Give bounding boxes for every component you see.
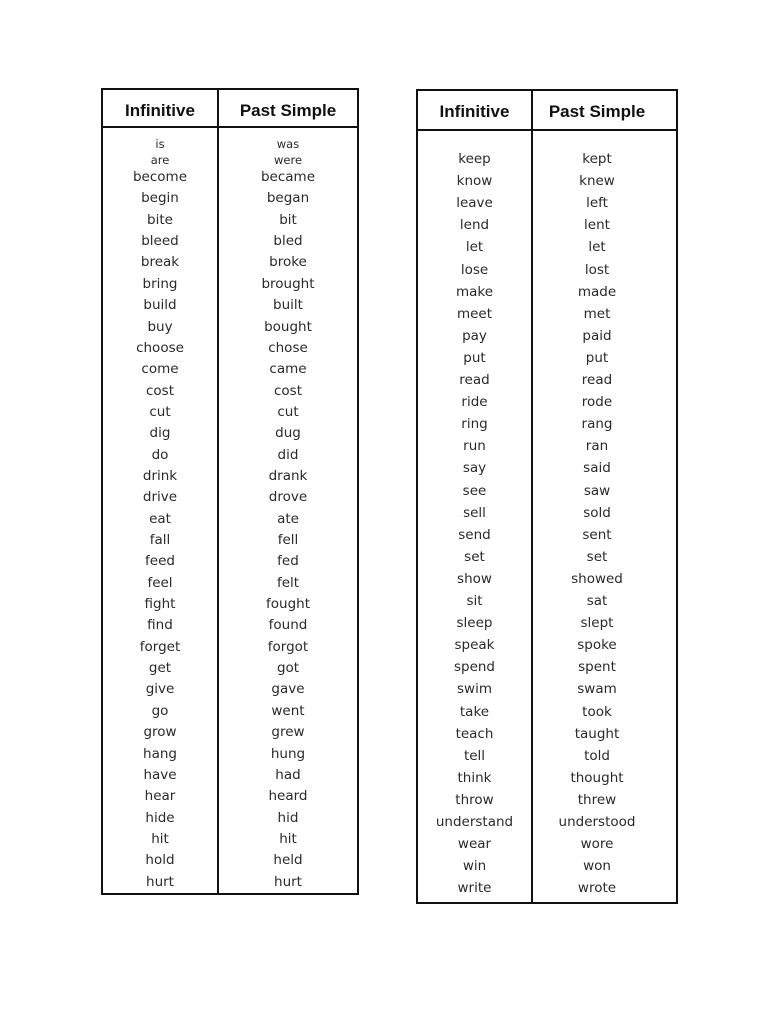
past-simple-cell: swam [577, 681, 617, 698]
past-simple-cell: wrote [577, 880, 617, 897]
infinitive-cell: swim [457, 681, 492, 698]
header-past-simple: Past Simple [548, 102, 646, 121]
past-simple-cell: lost [584, 261, 610, 278]
infinitive-cell: do [151, 446, 169, 463]
infinitive-cell: give [145, 681, 175, 698]
infinitive-cell: write [457, 880, 492, 897]
past-simple-cell: bought [264, 318, 312, 335]
past-simple-cell: dug [275, 425, 301, 442]
past-simple-cell: sold [583, 504, 611, 521]
header-infinitive: Infinitive [439, 102, 510, 121]
infinitive-cell: know [456, 173, 493, 190]
past-simple-cell: hit [279, 830, 297, 847]
infinitive-cell: meet [456, 305, 493, 322]
past-simple-cell: paid [582, 327, 612, 344]
past-simple-cell: spoke [577, 637, 617, 654]
infinitive-cell: build [143, 297, 177, 314]
header-infinitive: Infinitive [125, 101, 195, 120]
infinitive-cell: spend [453, 659, 496, 676]
infinitive-cell: sit [466, 593, 483, 609]
past-simple-cell: read [581, 372, 613, 388]
past-simple-cell: fought [266, 596, 310, 612]
infinitive-cell: lose [460, 261, 489, 278]
infinitive-cell: cost [145, 382, 174, 399]
infinitive-cell: feed [145, 553, 175, 570]
past-simple-cell: was [276, 137, 300, 151]
past-simple-cell: broke [269, 254, 307, 271]
infinitive-cell: get [148, 660, 172, 676]
past-simple-cell: lent [584, 217, 610, 234]
past-simple-cell: thought [570, 769, 624, 786]
past-simple-cell: said [583, 460, 611, 477]
past-simple-cell: kept [582, 151, 612, 167]
infinitive-cell: hurt [146, 873, 174, 890]
past-simple-cell: made [577, 283, 617, 300]
past-simple-cell: went [271, 702, 305, 719]
past-simple-cell: began [266, 190, 310, 207]
header-rule [418, 129, 676, 131]
infinitive-cell: sell [463, 504, 486, 521]
infinitive-cell: leave [456, 195, 493, 212]
infinitive-cell: break [140, 254, 180, 271]
past-simple-cell: came [269, 361, 307, 378]
infinitive-cell: come [141, 361, 179, 378]
infinitive-cell: go [151, 702, 169, 719]
infinitive-cell: grow [143, 724, 177, 741]
infinitive-cell: see [462, 482, 487, 499]
infinitive-cell: show [457, 570, 492, 587]
past-simple-cell: let [588, 239, 606, 256]
infinitive-cell: understand [435, 814, 514, 830]
past-simple-cell: sent [582, 526, 612, 543]
past-simple-cell: held [273, 852, 303, 869]
infinitive-cell: are [150, 153, 170, 167]
infinitive-cell: begin [141, 190, 179, 207]
past-simple-cell: rode [581, 394, 613, 411]
past-simple-cell: got [276, 660, 300, 676]
past-simple-cell: won [583, 858, 611, 875]
past-simple-cell: bit [279, 211, 297, 228]
infinitive-cell: tell [463, 747, 486, 764]
past-simple-cell: set [586, 548, 608, 565]
infinitive-cell: hold [145, 852, 175, 869]
past-simple-cell: drank [268, 467, 308, 484]
infinitive-cell: speak [454, 637, 495, 654]
infinitive-cell: put [463, 349, 486, 366]
header-rule [103, 126, 357, 128]
infinitive-cell: pay [462, 327, 487, 344]
infinitive-cell: have [143, 766, 177, 783]
infinitive-cell: hide [145, 809, 175, 826]
past-simple-cell: cost [273, 382, 302, 399]
past-simple-cell: took [582, 703, 612, 720]
infinitive-cell: bite [147, 211, 173, 228]
infinitive-cell: is [155, 137, 165, 151]
past-simple-cell: wore [580, 836, 614, 853]
infinitive-cell: feel [147, 574, 173, 591]
infinitive-cell: take [459, 703, 490, 720]
past-simple-cell: grew [271, 724, 305, 741]
past-simple-cell: knew [579, 173, 615, 190]
past-simple-cell: slept [580, 615, 614, 632]
past-simple-cell: found [268, 617, 308, 634]
past-simple-cell: had [275, 766, 301, 783]
infinitive-cell: ride [461, 394, 488, 411]
past-simple-cell: spent [578, 659, 616, 676]
past-simple-cell: became [260, 169, 316, 185]
infinitive-cell: drink [142, 467, 178, 484]
infinitive-cell: think [457, 769, 492, 786]
verb-table-right [416, 89, 678, 904]
past-simple-cell: left [586, 195, 608, 212]
infinitive-cell: run [463, 438, 486, 455]
infinitive-cell: dig [149, 425, 171, 442]
infinitive-cell: cut [149, 403, 171, 420]
past-simple-cell: fell [277, 532, 299, 548]
past-simple-cell: chose [268, 339, 308, 356]
infinitive-cell: throw [455, 791, 494, 808]
verb-table-left [101, 88, 359, 895]
infinitive-cell: wear [457, 836, 492, 853]
past-simple-cell: saw [583, 482, 611, 499]
past-simple-cell: threw [577, 791, 617, 808]
past-simple-cell: forgot [267, 638, 309, 655]
infinitive-cell: become [132, 169, 187, 185]
past-simple-cell: showed [571, 570, 623, 587]
past-simple-cell: sat [586, 593, 608, 609]
infinitive-cell: set [464, 548, 485, 565]
past-simple-cell: put [585, 349, 609, 366]
past-simple-cell: met [583, 305, 611, 322]
past-simple-cell: hurt [274, 873, 302, 890]
past-simple-cell: built [273, 297, 303, 314]
past-simple-cell: cut [277, 403, 299, 420]
past-simple-cell: told [584, 747, 610, 764]
past-simple-cell: bled [273, 233, 303, 250]
infinitive-cell: fall [149, 532, 171, 548]
infinitive-cell: eat [149, 510, 171, 527]
infinitive-cell: win [462, 858, 487, 875]
header-past-simple: Past Simple [239, 101, 337, 120]
infinitive-cell: buy [147, 318, 173, 335]
infinitive-cell: ring [461, 416, 488, 433]
past-simple-cell: felt [276, 574, 300, 591]
past-simple-cell: hid [277, 809, 299, 826]
infinitive-cell: say [462, 460, 487, 477]
infinitive-cell: forget [139, 638, 181, 655]
past-simple-cell: did [277, 446, 299, 463]
infinitive-cell: bring [142, 275, 178, 292]
infinitive-cell: make [455, 283, 494, 300]
infinitive-cell: teach [455, 725, 494, 742]
infinitive-cell: choose [136, 339, 184, 356]
past-simple-cell: rang [581, 416, 613, 433]
past-simple-cell: understood [558, 814, 636, 830]
infinitive-cell: keep [458, 151, 491, 167]
infinitive-cell: read [459, 372, 490, 388]
infinitive-cell: send [458, 526, 491, 543]
infinitive-cell: bleed [141, 233, 179, 250]
past-simple-cell: taught [574, 725, 620, 742]
past-simple-cell: were [273, 153, 303, 167]
past-simple-cell: gave [271, 681, 305, 698]
infinitive-cell: lend [459, 217, 490, 234]
past-simple-cell: drove [268, 489, 308, 506]
infinitive-cell: hear [144, 788, 176, 805]
infinitive-cell: drive [142, 489, 178, 506]
past-simple-cell: hung [270, 745, 306, 762]
infinitive-cell: sleep [456, 615, 493, 632]
past-simple-cell: brought [261, 275, 315, 292]
infinitive-cell: fight [144, 596, 176, 612]
infinitive-cell: find [147, 617, 173, 634]
past-simple-cell: fed [277, 553, 299, 570]
infinitive-cell: hang [143, 745, 177, 762]
past-simple-cell: ran [585, 438, 609, 455]
past-simple-cell: ate [277, 510, 299, 527]
infinitive-cell: let [465, 239, 484, 256]
past-simple-cell: heard [268, 788, 308, 805]
infinitive-cell: hit [151, 830, 169, 847]
